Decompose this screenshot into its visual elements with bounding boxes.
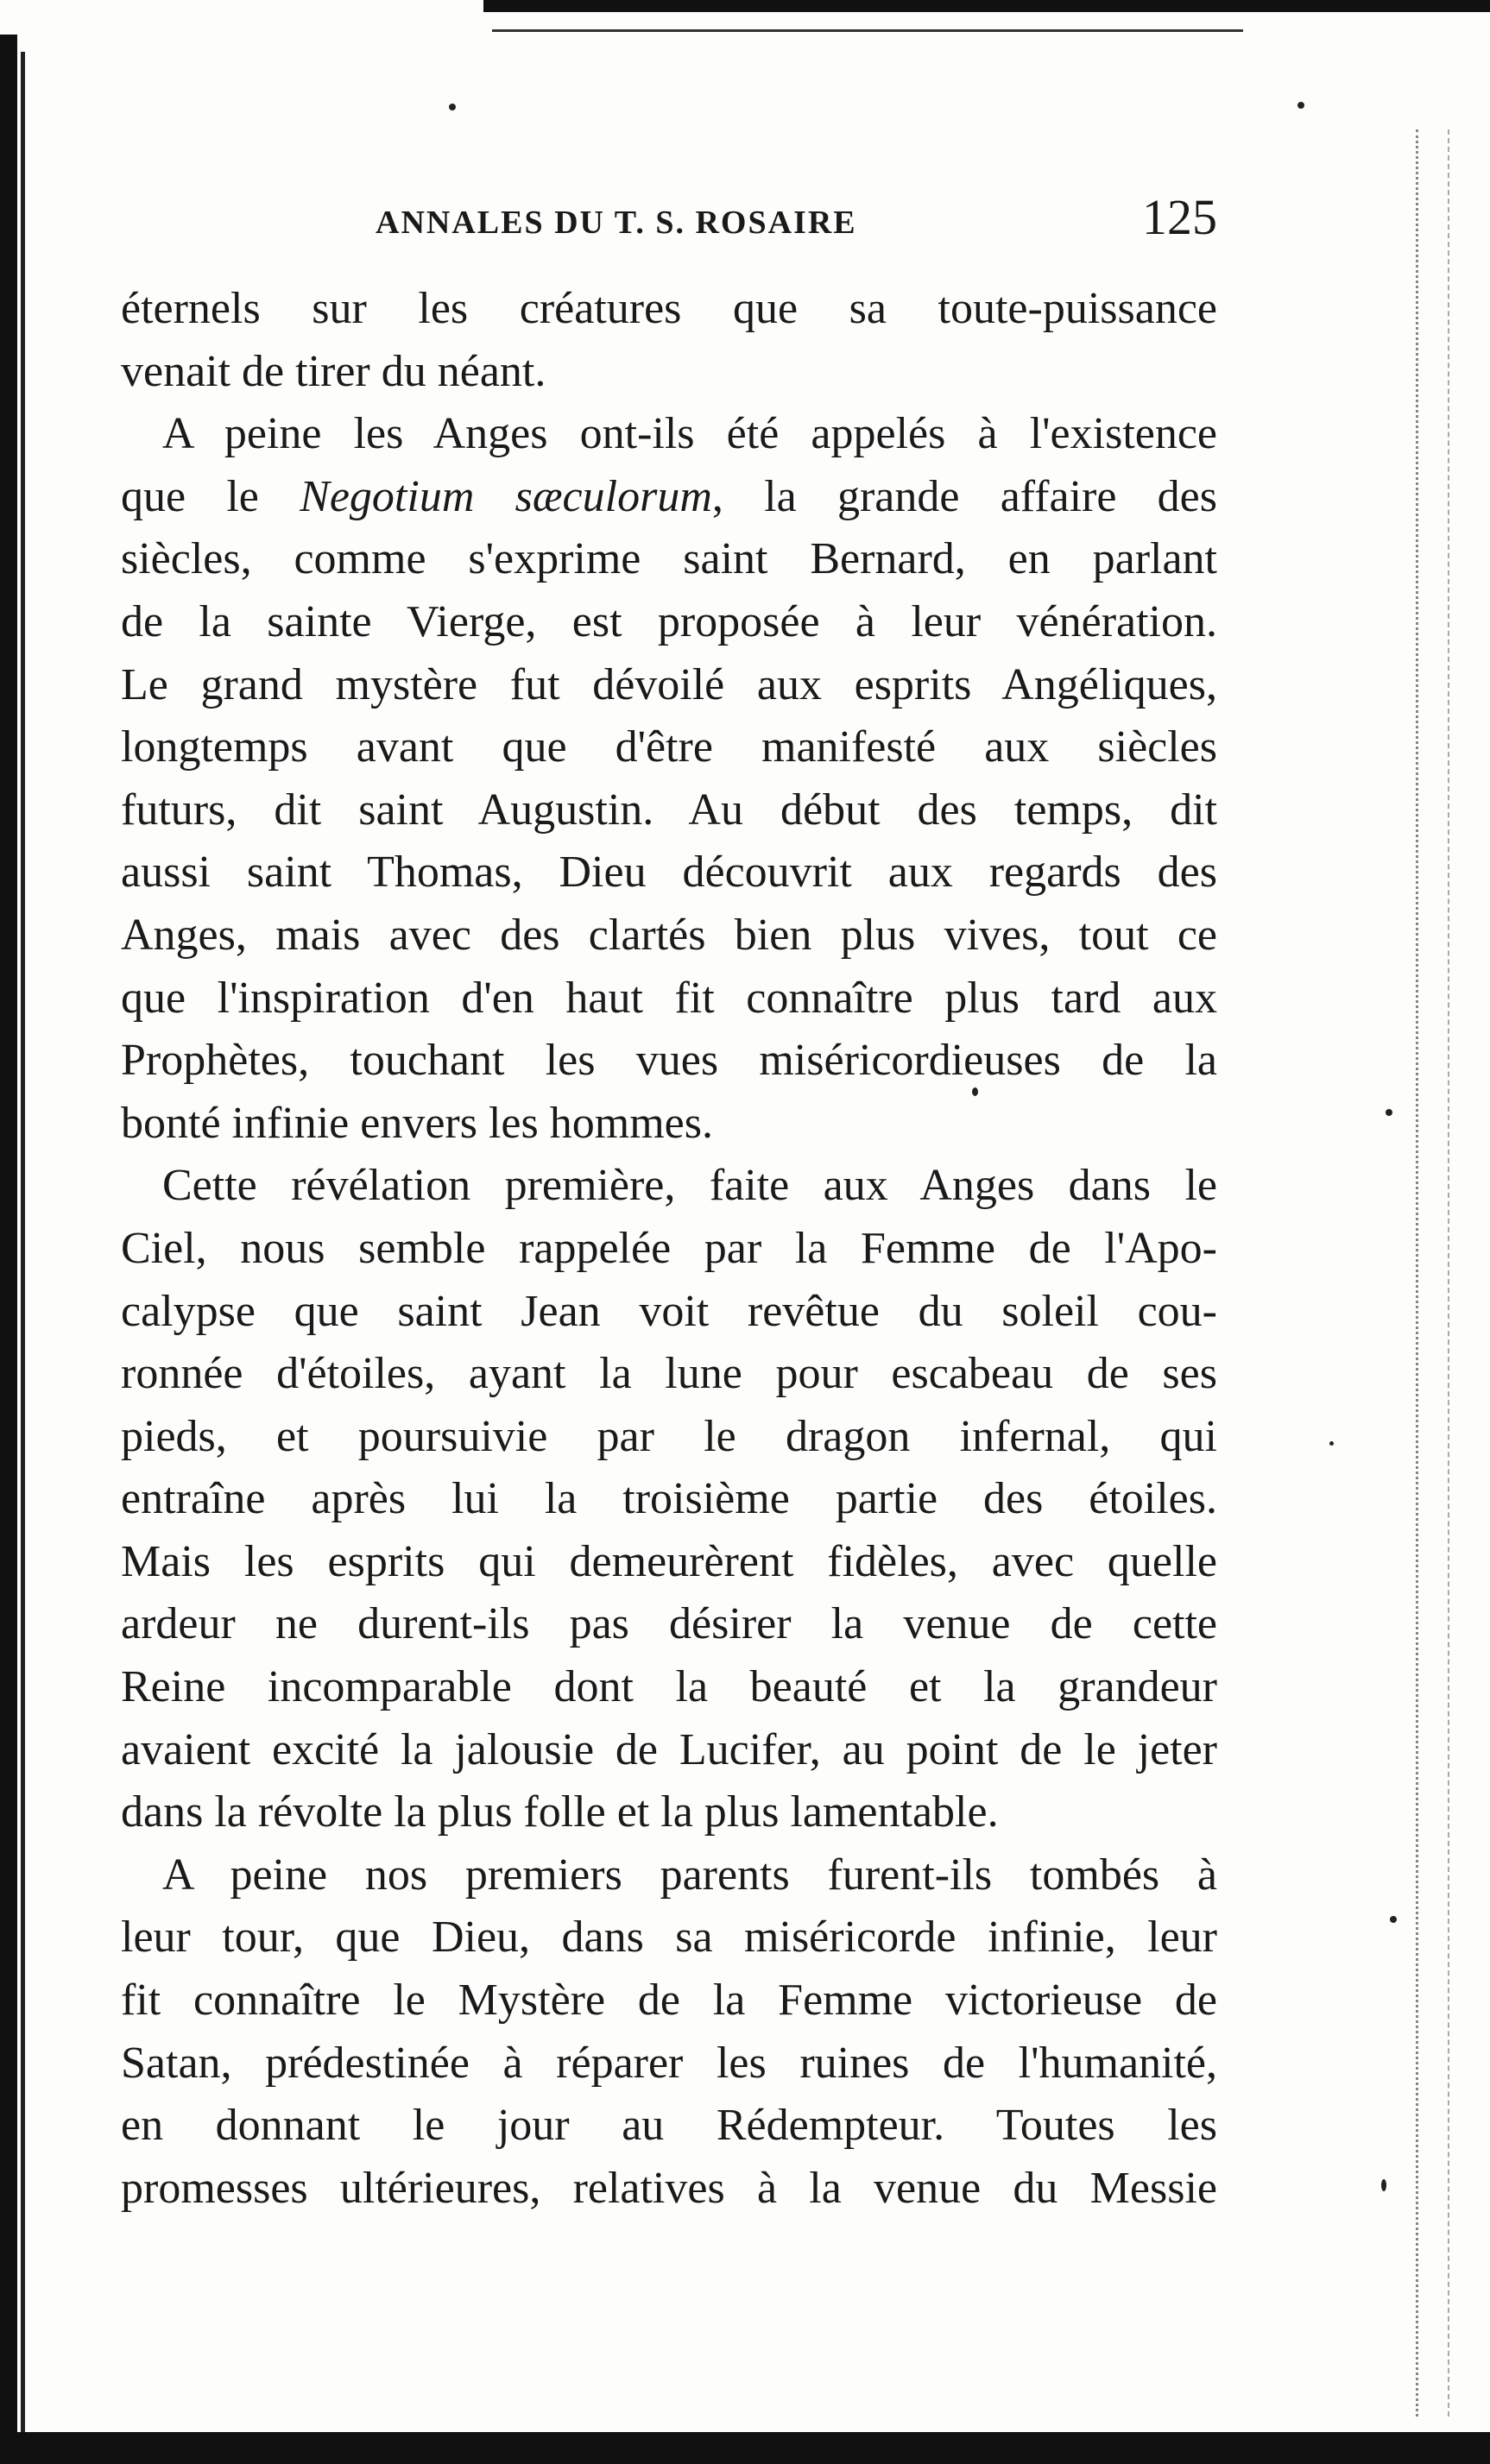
text-run: , la grande affaire des [711,471,1217,521]
text-line: calypse que saint Jean voit revêtue du soleil cou- [121,1286,1217,1336]
text-line: Anges, mais avec des clartés bien plus vives, tout ce [121,910,1217,960]
page-header [121,181,1217,259]
text-line: Le grand mystère fut dévoilé aux esprits Angéliques, [121,659,1217,709]
text-line: Reine incomparable dont la beauté et la grandeur [121,1662,1217,1712]
text-line: éternels sur les créatures que sa toute-puissance [121,284,1217,333]
scan-binding-line [21,52,25,2434]
text-line [121,466,1217,529]
text-line: ardeur ne durent-ils pas désirer la venue de cette [121,1599,1217,1649]
scan-speck [1381,2179,1386,2191]
text-line: pieds, et poursuivie par le dragon infernal, qui [121,1411,1217,1461]
text-line: venait de tirer du néant. [121,346,546,396]
text-line: avaient excité la jalousie de Lucifer, au point de le jeter [121,1724,1217,1774]
text-line: siècles, comme s'exprime saint Bernard, en parlant [121,534,1217,584]
scan-speck [1386,1109,1392,1116]
text-line: aussi saint Thomas, Dieu découvrit aux regards des [121,848,1217,898]
scan-speck [1297,102,1304,109]
text-line: promesses ultérieures, relatives à la venue du Messie [121,2163,1217,2213]
text-line: leur tour, que Dieu, dans sa miséricorde infinie, leur [121,1913,1217,1963]
scan-right-edge-noise [1416,129,1449,2417]
text-line: futurs, dit saint Augustin. Au début des temps, dit [121,785,1217,835]
text-line: Ciel, nous semble rappelée par la Femme de l'Apo- [121,1223,1217,1273]
text-line: A peine nos premiers parents furent-ils tombés à [162,1850,1217,1900]
text-line: entraîne après lui la troisième partie des étoiles. [121,1474,1217,1524]
body-text [121,278,1217,2220]
text-line: Mais les esprits qui demeurèrent fidèles, avec quelle [121,1536,1217,1586]
scan-top-border [483,0,1490,12]
text-line: longtemps avant que d'être manifesté aux siècles [121,722,1217,772]
text-line: ronnée d'étoiles, ayant la lune pour escabeau de ses [121,1349,1217,1399]
scan-speck [449,104,456,110]
latin-phrase: Negotium sæculorum [300,471,712,521]
running-head: ANNALES DU T. S. ROSAIRE [376,205,857,241]
text-line: Prophètes, touchant les vues miséricordieuses de la [121,1036,1217,1086]
text-line: Cette révélation première, faite aux Anges dans le [162,1161,1217,1211]
text-run: que le [121,471,300,521]
text-line: que l'inspiration d'en haut fit connaître plus tard aux [121,973,1217,1023]
scan-speck [1329,1441,1334,1446]
scan-binding-edge [0,35,17,2442]
text-line: fit connaître le Mystère de la Femme victorieuse de [121,1976,1217,2026]
text-line: de la sainte Vierge, est proposée à leur vénération. [121,596,1217,646]
text-line: Satan, prédestinée à réparer les ruines de l'humanité, [121,2038,1217,2088]
text-line: en donnant le jour au Rédempteur. Toutes les [121,2101,1217,2151]
text-line: bonté infinie envers les hommes. [121,1098,713,1148]
page-number: 125 [1142,189,1217,245]
scan-bottom-border [0,2432,1490,2464]
scan-top-line [492,29,1243,32]
text-line: dans la révolte la plus folle et la plus lamentable. [121,1787,999,1837]
scan-speck [1390,1916,1397,1923]
text-line: A peine les Anges ont-ils été appelés à l'existence [162,409,1217,459]
